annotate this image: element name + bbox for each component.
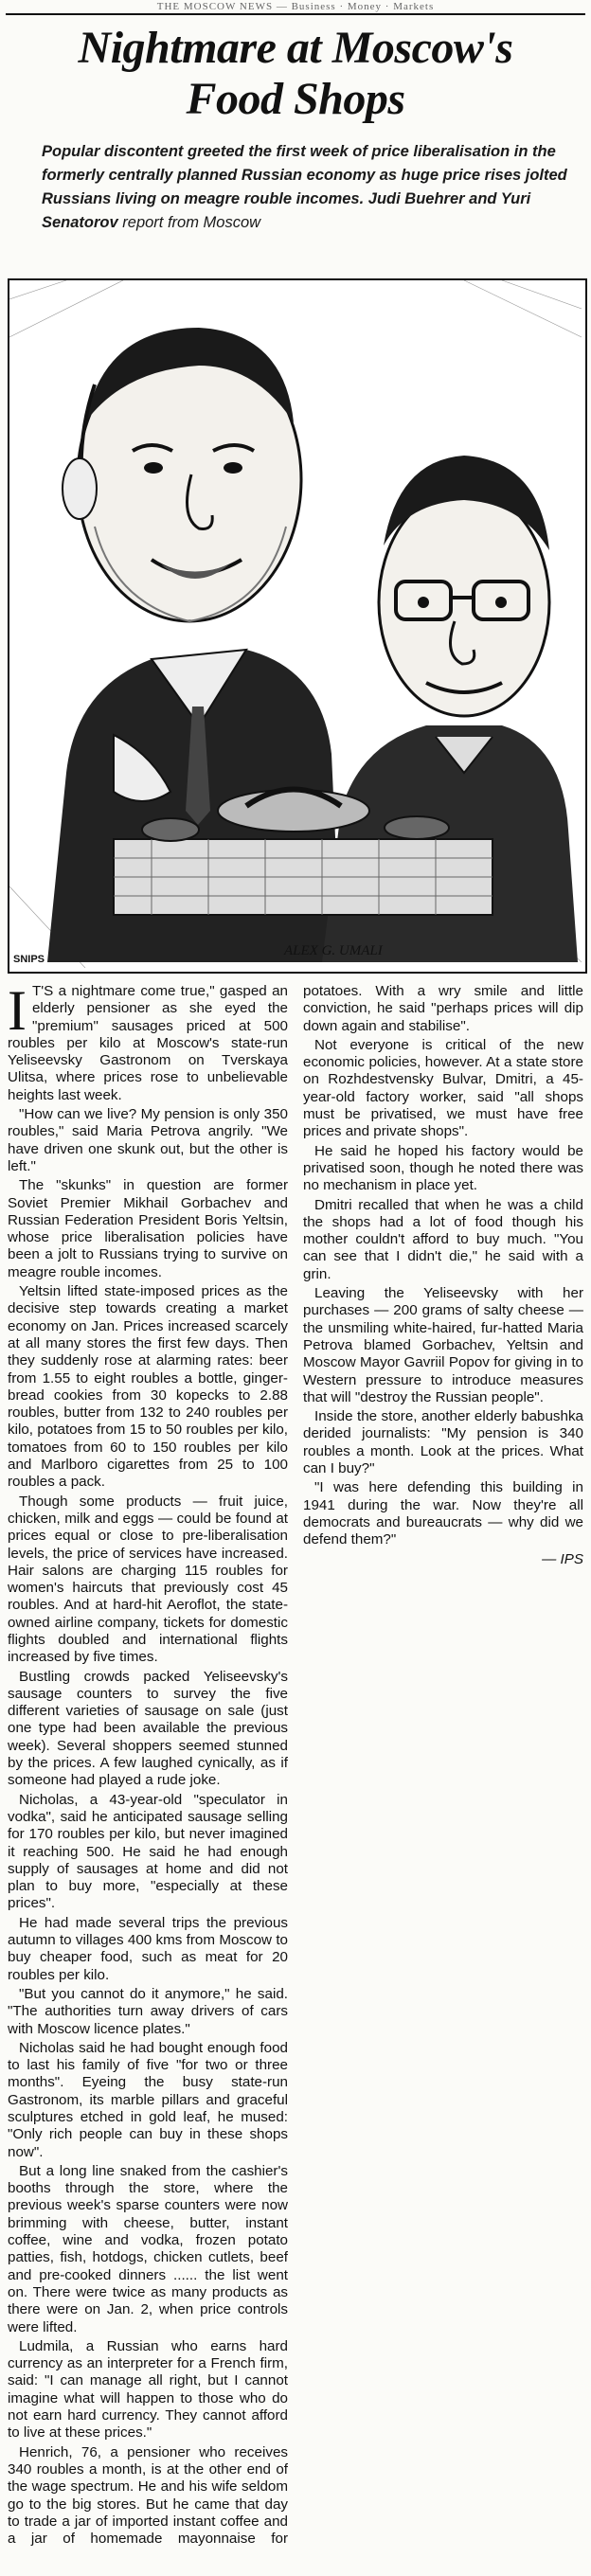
caricature-illustration bbox=[8, 278, 587, 974]
byline-ref: report from Moscow bbox=[122, 214, 261, 231]
article-paragraph: Inside the store, another elderly babushka derided journalists: "My pension is 340 roubles a month. Look at the prices. What can I buy?" bbox=[303, 1408, 583, 1477]
agency-mark: SNIPS bbox=[13, 954, 45, 965]
headline-line-2: Food Shops bbox=[186, 74, 405, 124]
headline-line-1: Nightmare at Moscow's bbox=[78, 23, 513, 73]
article-paragraph: "I was here defending this building in 1941 during the war. Now they're all democrats and bureaucrats — why did we defend them?" bbox=[303, 1479, 583, 1548]
drop-cap: I bbox=[8, 983, 27, 1042]
article-signoff bbox=[303, 1551, 583, 1568]
article-paragraph: The "skunks" in question are former Soviet Premier Mikhail Gorbachev and Russian Federation President Boris Yeltsin, whose price liberalisation policies have been a jolt to Russians trying to survive on meagre rouble incomes. bbox=[8, 1177, 288, 1280]
article-paragraph: "But you cannot do it anymore," he said. "The authorities turn away drivers of cars with Moscow licence plates." bbox=[8, 1985, 288, 2037]
article-paragraph: Henrich, 76, a pensioner who receives 340 roubles a month, is at the other end of the wage spectrum. He and his wife seldom go to the big stores. But he came that day to trade a jar of imported instant coffee and a jar of homemade mayonnaise for potatoes. With a wry smile and little conviction, he said "perhaps prices will dip down again and stabilise". bbox=[8, 983, 583, 2548]
article-paragraph: Ludmila, a Russian who earns hard currency as an interpreter for a French firm, said: "I can manage all right, but I cannot imagine what will happen to those who do not earn hard currency. They cannot afford to live at these prices." bbox=[8, 2337, 288, 2442]
masthead-strip: THE MOSCOW NEWS — Business · Money · Markets bbox=[156, 1, 435, 12]
article-paragraph: Dmitri recalled that when he was a child the shops had a lot of food though his mother couldn't afford to buy much. "You can see that I didn't die," he said with a grin. bbox=[303, 1196, 583, 1282]
article-body bbox=[8, 983, 583, 2565]
article-paragraph: Nicholas said he had bought enough food to last his family of five "for two or three months". Eyeing the busy state-run Gastronom, its marble pillars and graceful sculptures etched in gold leaf, he mused: "Only rich people can buy in these shops now". bbox=[8, 2039, 288, 2160]
byline-authors: Judi Buehrer and Yuri Senatorov bbox=[42, 190, 531, 231]
article-paragraph: Nicholas, a 43-year-old "speculator in vodka", said he anticipated sausage selling for 170 roubles per kilo, but never imagined it reaching 500. He said he had enough supply of sausages at home and did not plan to buy more, "especially at these prices". bbox=[8, 1791, 288, 1912]
caricature-drawing bbox=[9, 280, 582, 968]
article-paragraph: Leaving the Yeliseevsky with her purchases — 200 grams of salty cheese — the unsmiling white-haired, fur-hatted Maria Petrova blamed Gorbachev, Yeltsin and Moscow Mayor Gavriil Popov for giving in to Western pressure to introduce measures that will "destroy the Russian people". bbox=[303, 1285, 583, 1405]
article-paragraph: He said he hoped his factory would be privatised soon, though he noted there was no mechanism in place yet. bbox=[303, 1142, 583, 1194]
article-paragraph: Bustling crowds packed Yeliseevsky's sausage counters to survey the five different varieties of sausage on sale (just one type had been available the previous week). Several shoppers seemed stunned by the prices. A few laughed cynically, as if someone had played a rude joke. bbox=[8, 1668, 288, 1789]
artist-signature: ALEX G. UMALI bbox=[284, 943, 383, 958]
article-paragraph: Not everyone is critical of the new economic policies, however. At a state store on Rozhdestvensky Bulvar, Dmitri, a 45-year-old factory worker, said "all shops must be privatised, we must have free prices and private shops". bbox=[303, 1036, 583, 1140]
standfirst-text: Popular discontent greeted the first week of price liberalisation in the formerly centrally planned Russian economy as huge price rises jolted Russians living on meagre rouble incomes. bbox=[42, 143, 567, 207]
standfirst bbox=[42, 140, 572, 235]
article-paragraph: But a long line snaked from the cashier's booths through the store, where the previous week's sparse counters were now brimming with cheese, butter, instant coffee, wine and vodka, frozen potato patties, fish, hotdogs, chicken cutlets, beef and pre-cooked dinners ...... the list went on. There were twice as many products as there were on Jan. 2, when price controls were lifted. bbox=[8, 2162, 288, 2335]
article-paragraph: He had made several trips the previous autumn to villages 400 kms from Moscow to buy cheaper food, such as meat for 20 roubles per kilo. bbox=[8, 1914, 288, 1983]
top-rule bbox=[6, 13, 585, 15]
signoff: — IPS bbox=[542, 1550, 583, 1567]
article-paragraph: "How can we live? My pension is only 350 roubles," said Maria Petrova angrily. "We have driven one skunk out, but the other is left." bbox=[8, 1106, 288, 1174]
article-paragraph: Yeltsin lifted state-imposed prices as the decisive step towards creating a market economy on Jan. Prices increased scarcely at all many stores the first few days. Then they suddenly rose at alarming rates: beer from 1.55 to eight roubles a bottle, ginger-bread cookies from 30 kopecks to 2.88 roubles, butter from 132 to 240 roubles per kilo, potatoes from 15 to 50 roubles per kilo, tomatoes from 60 to 150 roubles per kilo and Marlboro cigarettes from 25 to 100 roubles a pack. bbox=[8, 1283, 288, 1491]
article-paragraph-lead: I T'S a nightmare come true," gasped an elderly pensioner as she eyed the "premium" sausages priced at 500 roubles per kilo at Moscow's state-run Yeliseevsky Gastronom on Tverskaya Ulitsa, where prices rose to unbelievable heights last week. bbox=[8, 983, 288, 1103]
article-paragraph: Though some products — fruit juice, chicken, milk and eggs — could be found at prices equal or close to pre-liberalisation levels, the price of services have increased. Hair salons are charging 115 roubles for women's haircuts that previously cost 45 roubles. And at hard-hit Aeroflot, the state-owned airline company, tickets for domestic flights doubled and international flights increased by five times. bbox=[8, 1493, 288, 1666]
headline bbox=[6, 23, 585, 125]
